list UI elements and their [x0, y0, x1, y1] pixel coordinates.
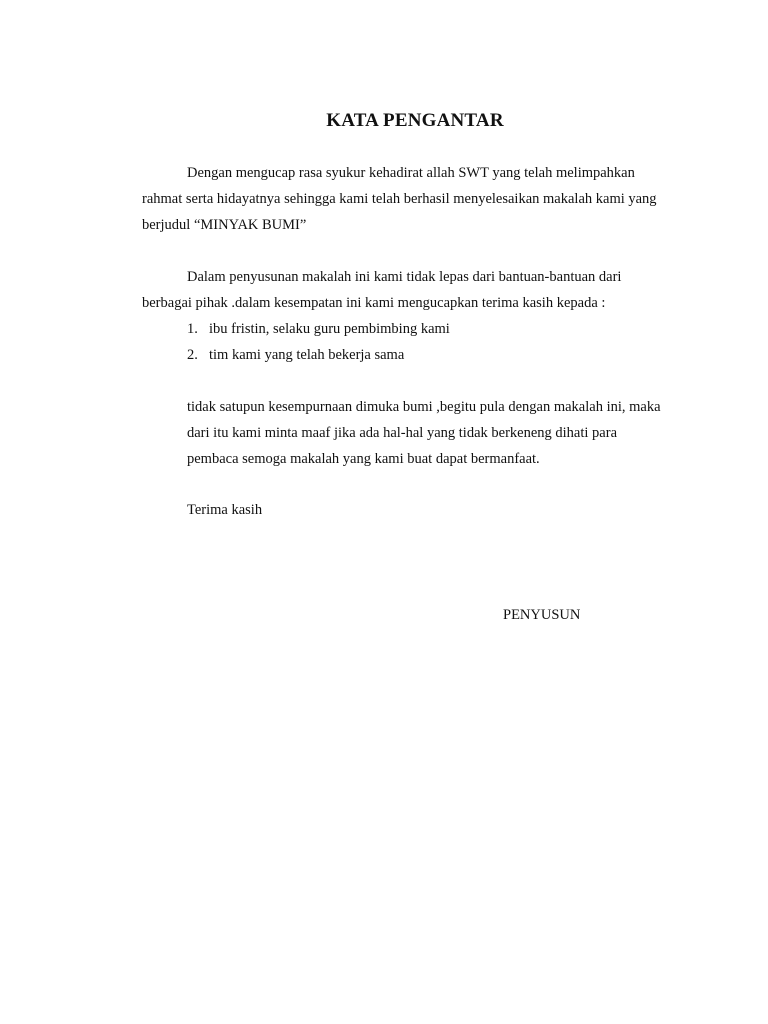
list-item-number: 2. [187, 347, 198, 363]
list-item-text: tim kami yang telah bekerja sama [209, 347, 405, 363]
paragraph1-line1: Dengan mengucap rasa syukur kehadirat allah SWT yang telah melimpahkan [187, 165, 635, 181]
paragraph1-line3: berjudul “MINYAK BUMI” [142, 217, 307, 233]
document-title: KATA PENGANTAR [326, 110, 504, 131]
list-item [187, 320, 450, 338]
paragraph3-line3: pembaca semoga makalah yang kami buat dapat bermanfaat. [187, 451, 540, 467]
paragraph3-line1: tidak satupun kesempurnaan dimuka bumi ,begitu pula dengan makalah ini, maka [187, 399, 661, 415]
paragraph3-line2: dari itu kami minta maaf jika ada hal-hal yang tidak berkeneng dihati para [187, 425, 618, 441]
paragraph1-line2: rahmat serta hidayatnya sehingga kami telah berhasil menyelesaikan makalah kami yang [142, 191, 657, 207]
closing-text: Terima kasih [187, 502, 263, 518]
paragraph2-line2: berbagai pihak .dalam kesempatan ini kami mengucapkan terima kasih kepada : [142, 295, 606, 311]
list-item [187, 346, 404, 364]
list-item-text: ibu fristin, selaku guru pembimbing kami [209, 321, 450, 337]
paragraph2-line1: Dalam penyusunan makalah ini kami tidak lepas dari bantuan-bantuan dari [187, 269, 622, 285]
list-item-number: 1. [187, 321, 198, 337]
signature-label: PENYUSUN [503, 607, 581, 623]
